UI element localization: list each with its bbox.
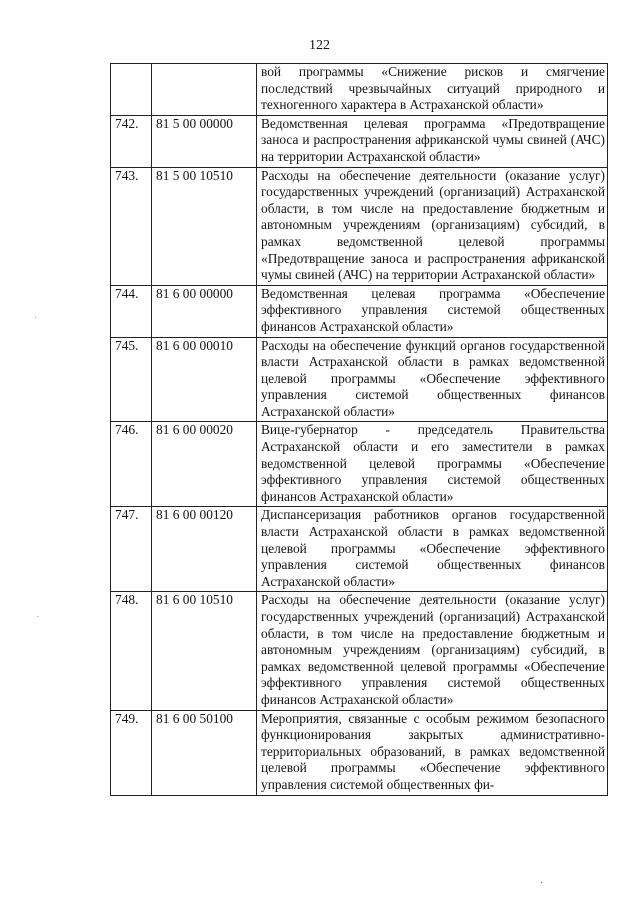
row-description: вой программы «Снижение рисков и смягчение последствий чрезвычайных ситуаций природного и техногенного характера в Астраханской области» <box>257 64 608 116</box>
row-description: Расходы на обеспечение деятельности (оказание услуг) государственных учреждений (организаций) Астраханской области, в том числе на предоставление бюджетным и автономным учреждениям (организациям) субсидий, в рамках ведомственной целевой программы «Обеспечение эффективного управления системой общественных финансов Астраханской области» <box>257 592 608 710</box>
page-number: 122 <box>309 38 330 53</box>
row-number: 743. <box>111 167 152 285</box>
row-number: 745. <box>111 337 152 422</box>
row-code <box>152 64 257 116</box>
table-row <box>111 115 608 167</box>
row-description: Вице-губернатор - председатель Правительства Астраханской области и его заместители в рамках ведомственной целевой программы «Обеспечение эффективного управления системой общественных финансов Астраханской области» <box>257 422 608 507</box>
table-row <box>111 507 608 592</box>
table-row <box>111 285 608 337</box>
row-number <box>111 64 152 116</box>
scan-speck: · <box>34 313 38 324</box>
row-code: 81 5 00 00000 <box>152 115 257 167</box>
table-row <box>111 422 608 507</box>
row-number: 748. <box>111 592 152 710</box>
row-code: 81 5 00 10510 <box>152 167 257 285</box>
table-row <box>111 592 608 710</box>
row-number: 747. <box>111 507 152 592</box>
row-code: 81 6 00 00120 <box>152 507 257 592</box>
table-row <box>111 337 608 422</box>
scan-speck: · <box>36 612 40 623</box>
row-description: Ведомственная целевая программа «Обеспечение эффективного управления системой общественных финансов Астраханской области» <box>257 285 608 337</box>
row-description: Расходы на обеспечение деятельности (оказание услуг) государственных учреждений (организаций) Астраханской области, в том числе на предоставление бюджетным и автономным учреждениям (организациям) субсидий, в рамках ведомственной целевой программы «Предотвращение заноса и распространения африканской чумы свиней (АЧС) на территории Астраханской области» <box>257 167 608 285</box>
row-code: 81 6 00 50100 <box>152 710 257 795</box>
row-description: Диспансеризация работников органов государственной власти Астраханской области в рамках ведомственной целевой программы «Обеспечение эффективного управления системой общественных финансов Астраханской области» <box>257 507 608 592</box>
table-row <box>111 64 608 116</box>
table-row <box>111 710 608 795</box>
row-description: Ведомственная целевая программа «Предотвращение заноса и распространения африканской чумы свиней (АЧС) на территории Астраханской области» <box>257 115 608 167</box>
row-description: Расходы на обеспечение функций органов государственной власти Астраханской области в рамках ведомственной целевой программы «Обеспечение эффективного управления системой общественных финансов Астраханской области» <box>257 337 608 422</box>
row-number: 746. <box>111 422 152 507</box>
row-code: 81 6 00 00010 <box>152 337 257 422</box>
row-number: 744. <box>111 285 152 337</box>
row-code: 81 6 00 10510 <box>152 592 257 710</box>
row-code: 81 6 00 00000 <box>152 285 257 337</box>
table-row <box>111 167 608 285</box>
budget-table <box>110 63 608 796</box>
row-description: Мероприятия, связанные с особым режимом безопасного функционирования закрытых административно-территориальных образований, в рамках ведомственной целевой программы «Обеспечение эффективного управления системой общественных фи- <box>257 710 608 795</box>
row-number: 749. <box>111 710 152 795</box>
row-code: 81 6 00 00020 <box>152 422 257 507</box>
scan-speck: · <box>540 878 544 889</box>
row-number: 742. <box>111 115 152 167</box>
